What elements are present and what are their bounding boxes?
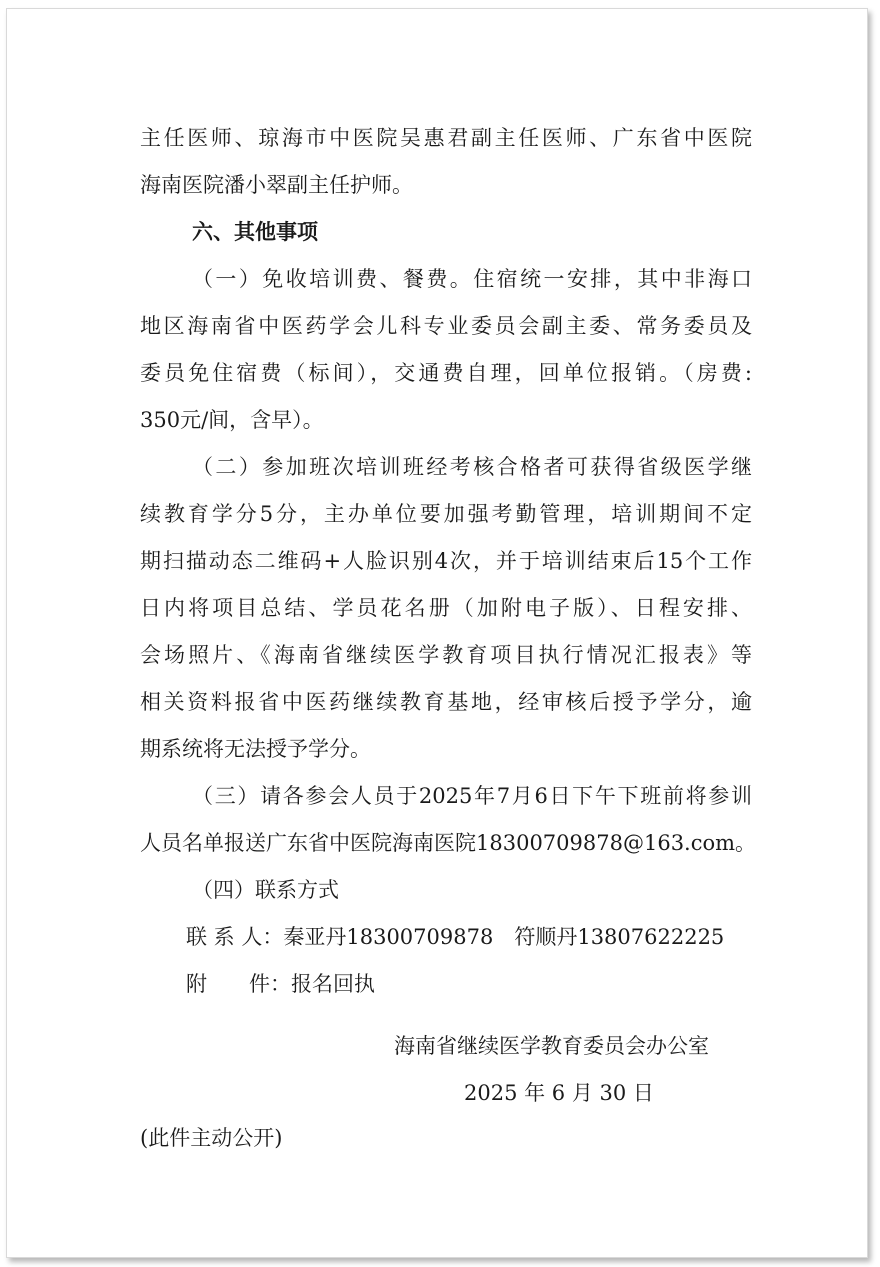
paragraph-line: 期系统将无法授予学分。 [140, 737, 371, 761]
attachment-value: 报名回执 [291, 972, 375, 996]
signature-org: 海南省继续医学教育委员会办公室 [394, 1034, 709, 1058]
paragraph-line: （二）参加班次培训班经考核合格者可获得省级医学继 [192, 455, 752, 479]
paragraph-line: 相关资料报省中医药继续教育基地，经审核后授予学分，逾 [140, 690, 752, 714]
attachment-label: 附 件： [186, 972, 291, 996]
paragraph-line: 委员免住宿费（标间），交通费自理，回单位报销。（房费: [140, 361, 752, 385]
paragraph-line: （一）免收培训费、餐费。住宿统一安排，其中非海口 [192, 267, 752, 291]
contact-label: 联 系 人： [186, 925, 284, 949]
contact-row [186, 923, 724, 951]
paragraph-line: 期扫描动态二维码+人脸识别4次，并于培训结束后15个工作 [140, 549, 752, 573]
paragraph-line: 海南医院潘小翠副主任护师。 [140, 173, 413, 197]
signature-date: 2025 年 6 月 30 日 [464, 1081, 654, 1105]
paragraph-line: 会场照片、《海南省继续医学教育项目执行情况汇报表》等 [140, 643, 752, 667]
paragraph-line: 人员名单报送广东省中医院海南医院18300709878@163.com。 [140, 831, 757, 855]
paragraph-line: 续教育学分5分，主办单位要加强考勤管理，培训期间不定 [140, 502, 752, 526]
paragraph-line: 地区海南省中医药学会儿科专业委员会副主委、常务委员及 [140, 314, 752, 338]
paragraph-line: 日内将项目总结、学员花名册（加附电子版）、日程安排、 [140, 596, 752, 620]
disclosure-note: (此件主动公开) [140, 1126, 283, 1150]
paragraph-line: （三）请各参会人员于2025年7月6日下午下班前将参训 [192, 784, 752, 808]
attachment-row [186, 970, 375, 998]
paragraph-line: （四）联系方式 [192, 878, 339, 902]
contact-value: 秦亚丹18300709878 符顺丹13807622225 [283, 925, 725, 949]
document-page [6, 8, 868, 1258]
paragraph-line: 350元/间，含早）。 [140, 408, 324, 432]
section-heading-other-matters: 六、其他事项 [192, 219, 318, 244]
paragraph-line: 主任医师、琼海市中医院吴惠君副主任医师、广东省中医院 [140, 126, 752, 150]
